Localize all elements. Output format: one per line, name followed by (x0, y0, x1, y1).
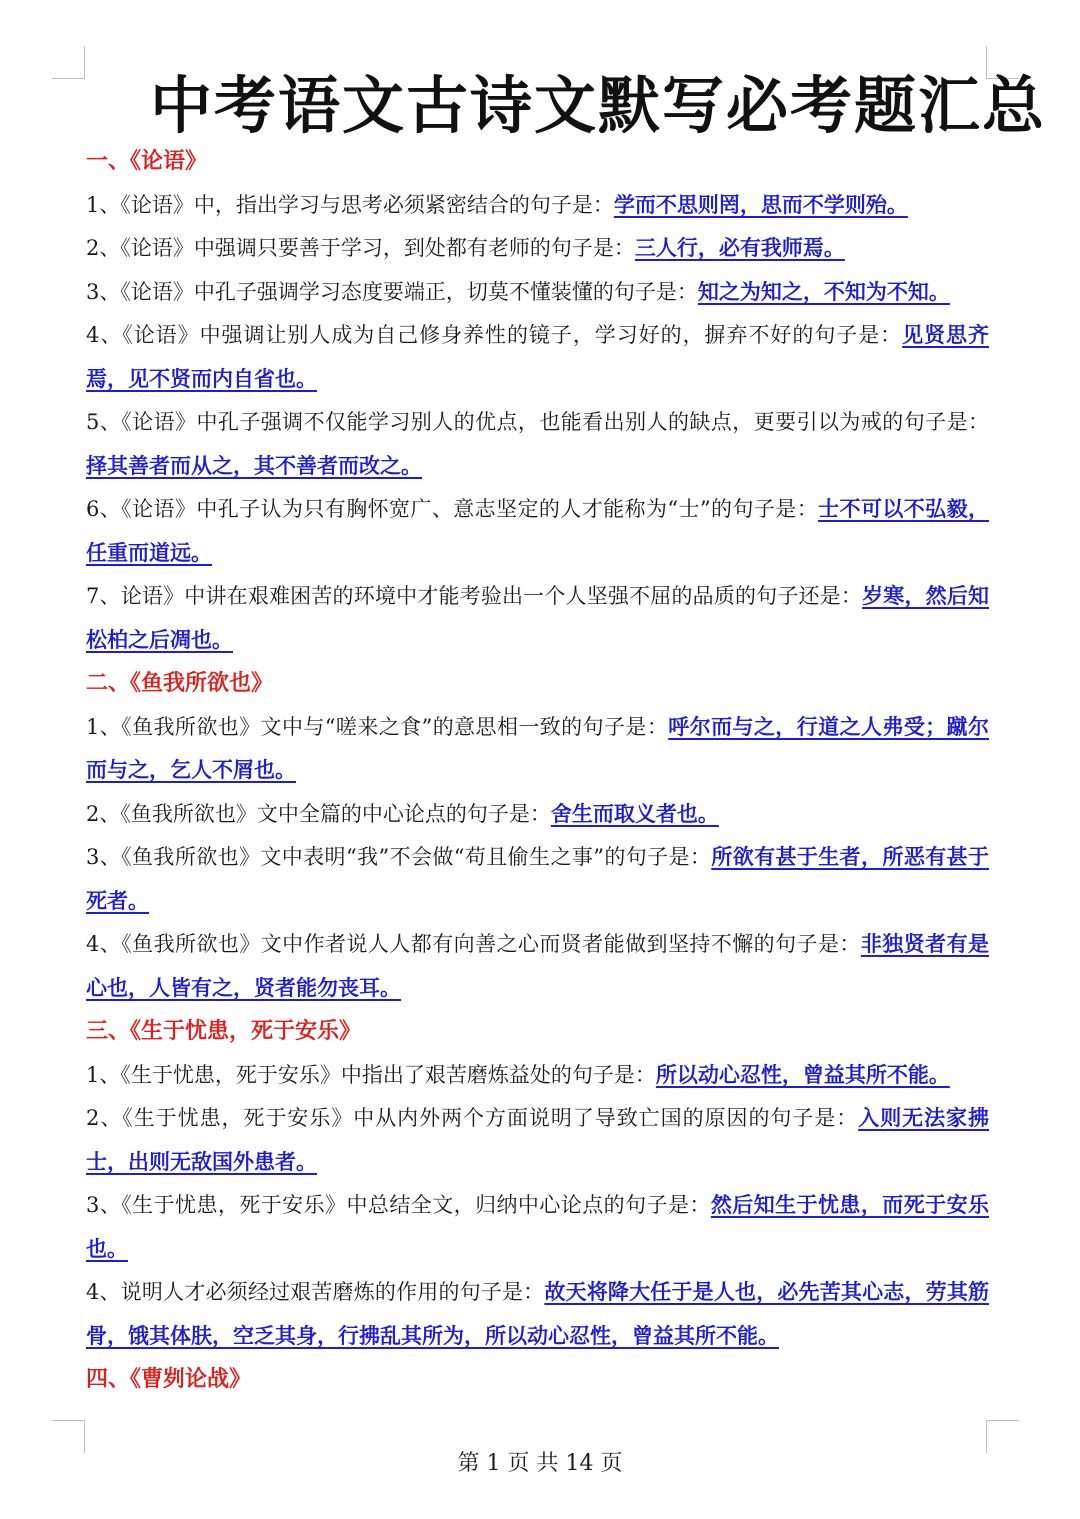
question-item (86, 793, 989, 837)
answer-text: 入则无法家拂士，出则无敌国外患者。 (86, 1106, 990, 1174)
crop-mark-top-left (52, 46, 85, 79)
question-item (86, 836, 989, 923)
answer-text: 故天将降大任于是人也，必先苦其心志，劳其筋骨，饿其体肤，空乏其身，行拂乱其所为，所以动心忍性，曾益其所不能。 (86, 1280, 990, 1348)
section-lunyu (86, 140, 989, 662)
question-text: 4、《鱼我所欲也》文中作者说人人都有向善之心而贤者能做到坚持不懈的句子是： (86, 932, 861, 956)
section-shengyuyouhuan (86, 1010, 989, 1358)
question-text: 4、《论语》中强调让别人成为自己修身养性的镜子，学习好的，摒弃不好的句子是： (86, 323, 903, 347)
page-footer: 第 1 页 共 14 页 (457, 1451, 623, 1476)
answer-text: 呼尔而与之，行道之人弗受；蹴尔而与之，乞人不屑也。 (86, 714, 989, 782)
section-yuwosuoyuye (86, 662, 989, 1010)
question-text: 5、《论语》中孔子强调不仅能学习别人的优点，也能看出别人的缺点，更要引以为戒的句子是： (86, 410, 989, 434)
section-caoguilunzhan (86, 1358, 989, 1402)
answer-text: 见贤思齐焉，见不贤而内自省也。 (86, 323, 990, 391)
question-text: 2、《生于忧患，死于安乐》中从内外两个方面说明了导致亡国的原因的句子是： (86, 1106, 859, 1130)
section-heading: 二、《鱼我所欲也》 (86, 671, 274, 696)
answer-text: 岁寒，然后知松柏之后凋也。 (86, 584, 990, 652)
question-item (86, 314, 989, 401)
question-item (86, 1097, 989, 1184)
question-item (86, 1054, 989, 1098)
answer-text: 所以动心忍性，曾益其所不能。 (655, 1062, 950, 1087)
question-text: 6、《论语》中孔子认为只有胸怀宽广、意志坚定的人才能称为“士”的句子是： (86, 497, 819, 521)
question-item (86, 184, 989, 228)
question-text: 3、《鱼我所欲也》文中表明“我”不会做“苟且偷生之事”的句子是： (86, 845, 712, 869)
question-text: 2、《鱼我所欲也》文中全篇的中心论点的句子是： (86, 801, 551, 826)
section-heading: 三、《生于忧患，死于安乐》 (86, 1019, 362, 1044)
answer-text: 学而不思则罔，思而不学则殆。 (613, 192, 908, 217)
question-item (86, 923, 989, 1010)
question-item (86, 1271, 989, 1358)
question-item (86, 271, 989, 315)
question-text: 3、《论语》中孔子强调学习态度要端正，切莫不懂装懂的句子是： (86, 279, 698, 304)
question-text: 1、《生于忧患，死于安乐》中指出了艰苦磨炼益处的句子是： (86, 1062, 656, 1087)
question-item (86, 1184, 989, 1271)
answer-text: 然后知生于忧患，而死于安乐也。 (86, 1193, 990, 1261)
page-title: 中考语文古诗文默写必考题汇总 (150, 69, 1047, 142)
answer-text: 非独贤者有是心也，人皆有之，贤者能勿丧耳。 (86, 932, 990, 1000)
answer-text: 所欲有甚于生者，所恶有甚于死者。 (86, 845, 989, 913)
answer-text: 知之为知之，不知为不知。 (697, 279, 950, 304)
question-text: 3、《生于忧患，死于安乐》中总结全文，归纳中心论点的句子是： (86, 1193, 711, 1217)
question-text: 7、论语》中讲在艰难困苦的环境中才能考验出一个人坚强不屈的品质的句子还是： (86, 584, 863, 608)
question-item (86, 401, 989, 488)
question-item (86, 575, 989, 662)
question-item (86, 227, 989, 271)
question-item (86, 488, 989, 575)
answer-text: 三人行，必有我师焉。 (634, 236, 845, 260)
question-item (86, 706, 989, 793)
question-text: 4、说明人才必须经过艰苦磨炼的作用的句子是： (86, 1280, 545, 1304)
answer-text: 舍生而取义者也。 (550, 801, 719, 826)
document-body (86, 140, 989, 1402)
answer-text: 择其善者而从之，其不善者而改之。 (86, 453, 422, 478)
question-text: 2、《论语》中强调只要善于学习，到处都有老师的句子是： (86, 236, 635, 260)
question-text: 1、《论语》中，指出学习与思考必须紧密结合的句子是： (86, 192, 614, 217)
section-heading: 一、《论语》 (86, 149, 208, 174)
section-heading: 四、《曹刿论战》 (86, 1367, 252, 1392)
answer-text: 士不可以不弘毅，任重而道远。 (86, 497, 989, 565)
question-text: 1、《鱼我所欲也》文中与“嗟来之食”的意思相一致的句子是： (86, 714, 669, 739)
